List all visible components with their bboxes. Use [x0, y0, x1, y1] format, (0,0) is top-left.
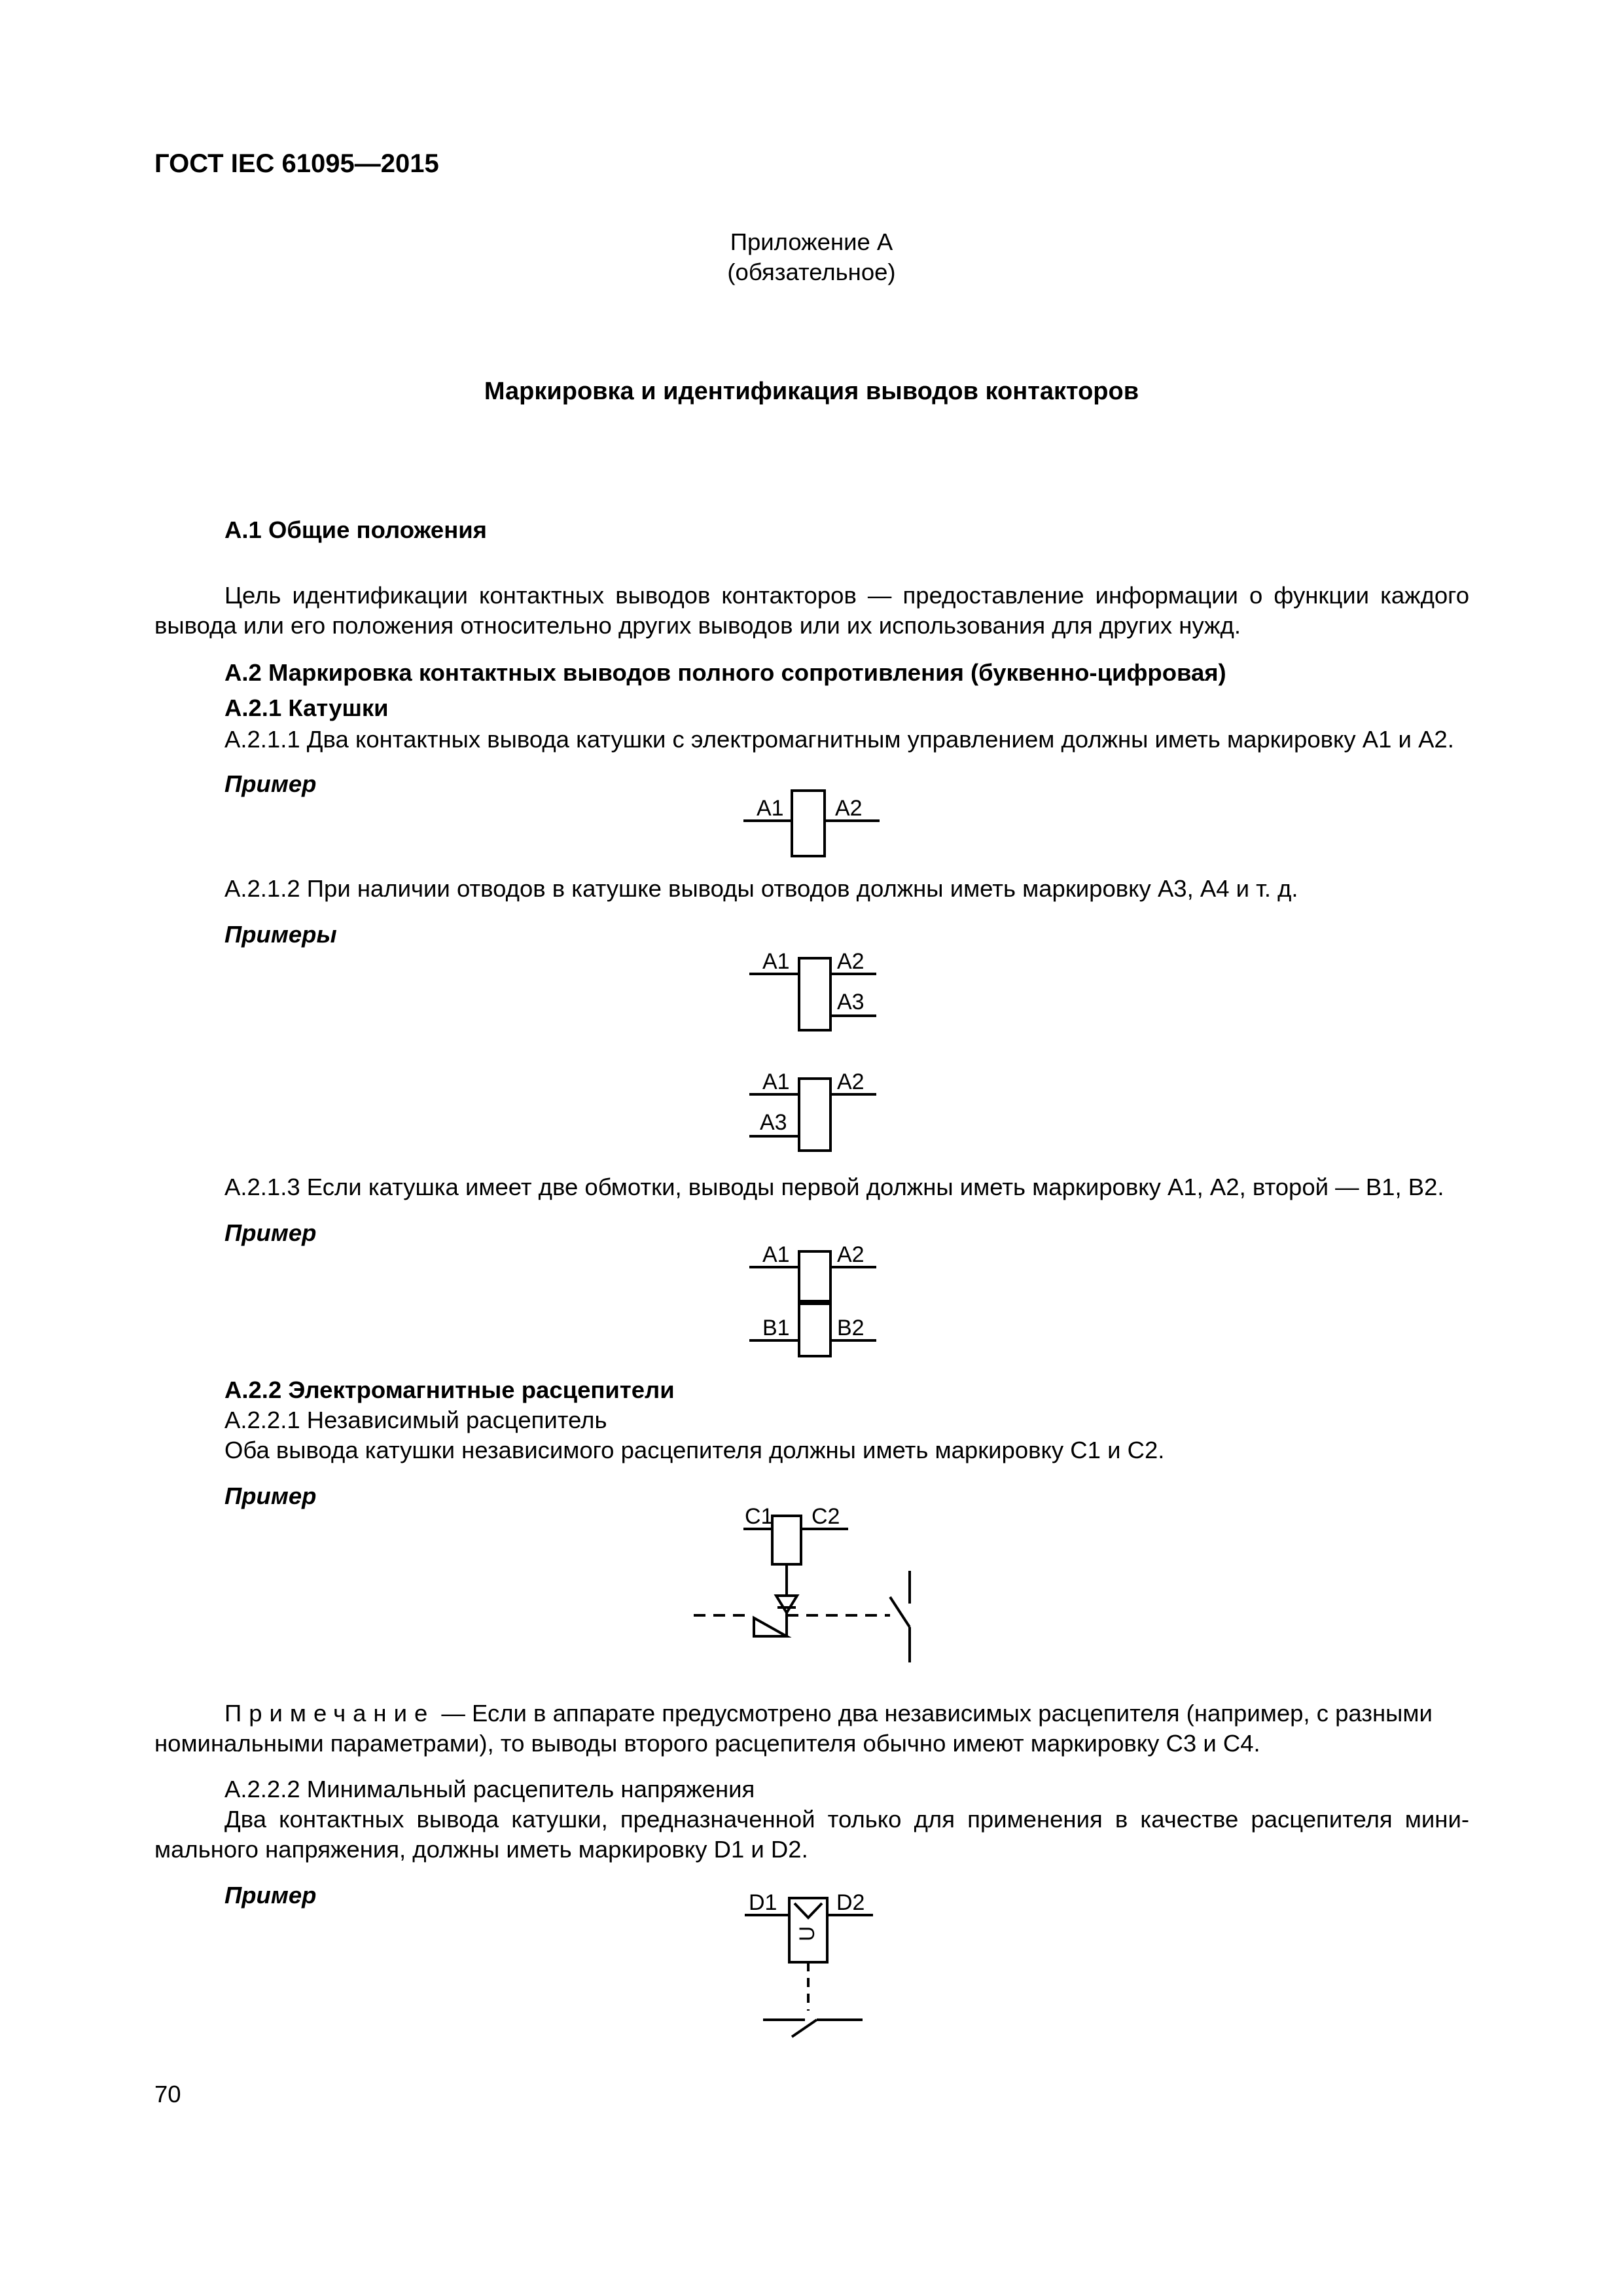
section-a212-text: А.2.1.2 При наличии отводов в катушке выводы отводов должны иметь маркировку А3, А4 и т. д. [224, 875, 1298, 902]
section-a1-title: А.1 Общие положения [224, 516, 487, 543]
section-a222-line1: Два контактных вывода катушки, предназначенной только для применения в качестве расцепителя мини- [224, 1806, 1469, 1833]
example-label-2: Пример [224, 1219, 317, 1246]
coil-label-a1: A1 [762, 1069, 790, 1094]
page-number: 70 [154, 2081, 181, 2108]
section-a2-title: А.2 Маркировка контактных выводов полного сопротивления (буквенно-цифровая) [224, 659, 1226, 686]
section-a22-title: А.2.2 Электромагнитные расцепители [224, 1376, 675, 1403]
coil-label-b1: B1 [762, 1316, 790, 1340]
coil-label-a1: A1 [762, 949, 790, 974]
shunt-release-diagram [694, 1499, 942, 1695]
section-a221-text: Оба вывода катушки независимого расцепителя должны иметь маркировку С1 и С2. [224, 1437, 1165, 1463]
appendix-heading: Маркировка и идентификация выводов контакторов [484, 378, 1139, 405]
undervoltage-symbol-u: U [795, 1926, 819, 1941]
coil-label-a1: A1 [757, 796, 784, 821]
release-label-c1: C1 [745, 1504, 774, 1529]
coil-label-a2: A2 [837, 1069, 865, 1094]
section-a21-title: А.2.1 Катушки [224, 694, 389, 721]
undervoltage-release-diagram [740, 1889, 897, 2046]
standard-header: ГОСТ IEC 61095—2015 [154, 149, 439, 178]
coil-label-a3: A3 [760, 1110, 787, 1135]
note-label: Примечание [224, 1700, 435, 1727]
examples-label: Примеры [224, 921, 337, 948]
double-winding-coil-diagram [743, 1234, 893, 1365]
coil-label-a2: A2 [837, 949, 865, 974]
release-label-d1: D1 [749, 1890, 777, 1915]
example-label-1: Пример [224, 770, 317, 797]
section-a222-title: А.2.2.2 Минимальный расцепитель напряжения [224, 1776, 755, 1803]
coil-label-b2: B2 [837, 1316, 865, 1340]
coil-diagram-a1-a2 [740, 785, 897, 864]
coil-diagram-tap-right [743, 939, 893, 1037]
section-a213-text: А.2.1.3 Если катушка имеет две обмотки, выводы первой должны иметь маркировку А1, А2, второй — В1, В2. [224, 1174, 1444, 1200]
appendix-status: (обязательное) [727, 259, 896, 285]
section-a211-text: А.2.1.1 Два контактных вывода катушки с электромагнитным управлением должны иметь маркировку А1 и А2. [224, 726, 1454, 753]
coil-label-a2: A2 [835, 796, 863, 821]
release-label-d2: D2 [836, 1890, 865, 1915]
release-label-c2: C2 [812, 1504, 840, 1529]
section-a222-line2: мального напряжения, должны иметь маркировку D1 и D2. [154, 1836, 808, 1863]
note-line1 [224, 1699, 1469, 1728]
coil-diagram-tap-left [743, 1059, 893, 1157]
example-label-4: Пример [224, 1882, 317, 1909]
section-a1-text-line2: вывода или его положения относительно других выводов или их использования для других нужд. [154, 612, 1241, 639]
note-text-line2: номинальными параметрами), то выводы второго расцепителя обычно имеют маркировку С3 и С4. [154, 1730, 1260, 1757]
section-a221-title: А.2.2.1 Независимый расцепитель [224, 1407, 607, 1433]
example-label-3: Пример [224, 1482, 317, 1509]
note-text-line1: — Если в аппарате предусмотрено два независимых расцепителя (например, с разными [435, 1700, 1433, 1727]
coil-label-a2: A2 [837, 1242, 865, 1267]
appendix-title: Приложение А [730, 228, 893, 255]
coil-label-a3: A3 [837, 990, 865, 1014]
section-a1-text-line1: Цель идентификации контактных выводов контакторов — предоставление информации о функции каждого [224, 582, 1469, 609]
coil-label-a1: A1 [762, 1242, 790, 1267]
